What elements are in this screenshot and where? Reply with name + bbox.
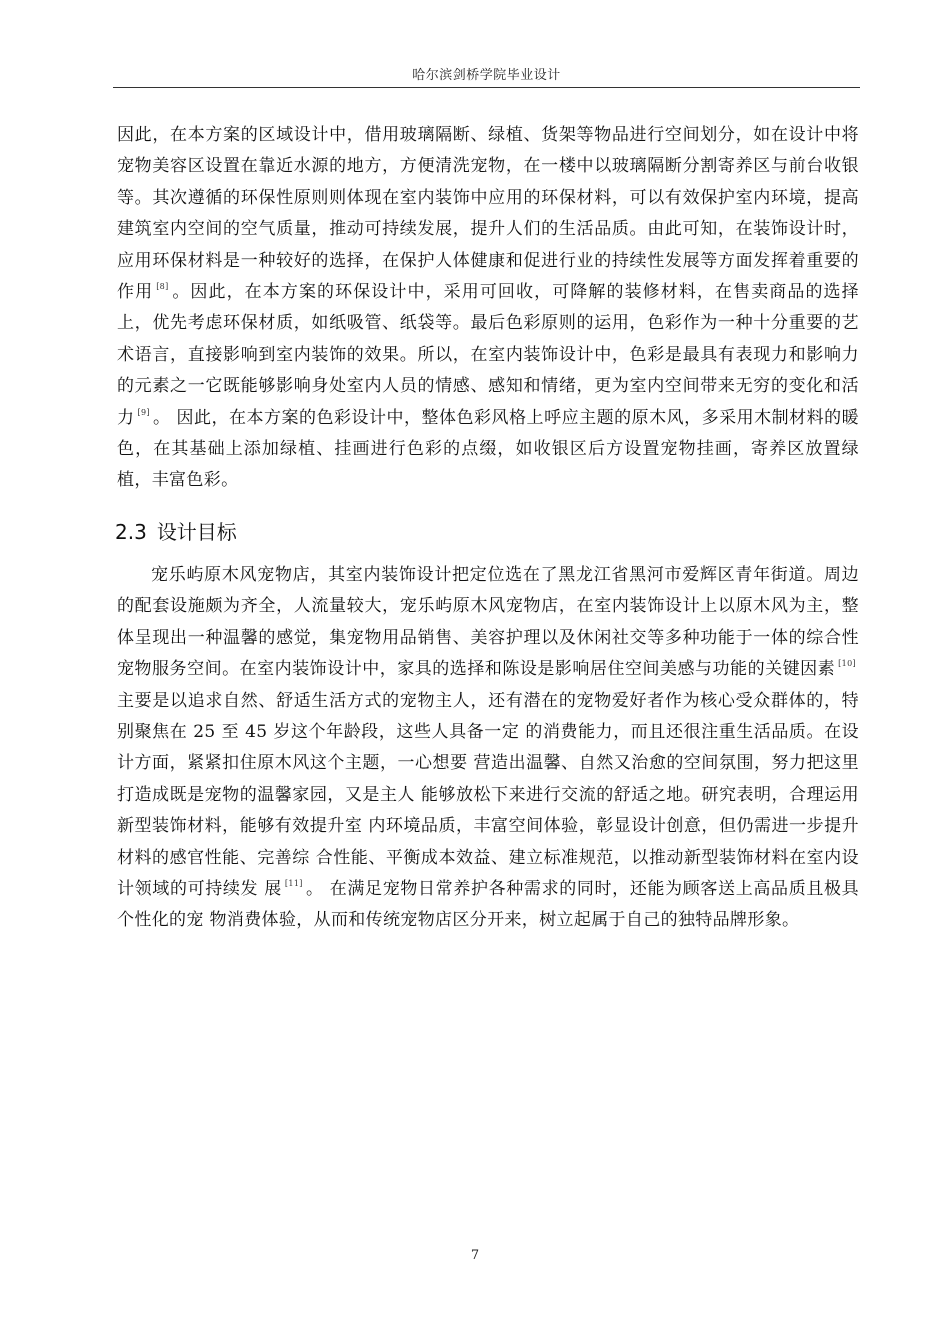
paragraph-1-text-a: 因此，在本方案的区域设计中，借用玻璃隔断、绿植、货架等物品进行空间划分，如在设计中将宠物美容区设置在靠近水源的地方，方便清洗宠物，在一楼中以玻璃隔断分割寄养区与前台收银等。其次遵循的环保性原则则体现在室内装饰中应用的环保材料，可以有效保护室内环境，提高建筑室内空间的空气质量，推动可持续发展，提升人们的生活品质。由此可知，在装饰设计时，应用环保材料是一种较好的选择，在保护人体健康和促进行业的持续性发展等方面发挥着重要的作用 <box>117 125 859 303</box>
page-number: 7 <box>470 1248 480 1263</box>
body-paragraph-2 <box>117 560 859 937</box>
citation-9: [9] <box>137 407 150 417</box>
section-title: 设计目标 <box>156 520 237 544</box>
paragraph-1-text-c: 。 因此，在本方案的色彩设计中，整体色彩风格上呼应主题的原木风，多采用木制材料的暖色，在其基础上添加绿植、挂画进行色彩的点缀，如收银区后方设置宠物挂画，寄养区放置绿植，丰富色彩。 <box>117 407 859 491</box>
header-divider <box>113 87 860 88</box>
section-number: 2.3 <box>115 520 147 544</box>
paragraph-2-text-b: 主要是以追求自然、舒适生活方式的宠物主人，还有潜在的宠物爱好者作为核心受众群体的，特别聚焦在 25 至 45 岁这个年龄段，这些人具备一定 的消费能力，而且还很注重生活品质。在设计方面，紧紧扣住原木风这个主题，一心想要 营造出温馨、自然又治愈的空间氛围，努力把这里打造成既是宠物的温馨家园，又是主人 能够放松下来进行交流的舒适之地。研究表明，合理运用新型装饰材料，能够有效提升室 内环境品质，丰富空间体验，彰显设计创意，但仍需进一步提升材料的感官性能、完善综 合性能、平衡成本效益、建立标准规范，以推动新型装饰材料在室内设计领域的可持续发 展 <box>117 690 859 900</box>
citation-8: [8] <box>156 282 169 292</box>
citation-11: [11] <box>284 879 303 889</box>
paragraph-1-text-b: 。因此，在本方案的环保设计中，采用可回收，可降解的装修材料，在售卖商品的选择上，优先考虑环保材质，如纸吸管、纸袋等。最后色彩原则的运用，色彩作为一种十分重要的艺术语言，直接影响到室内装饰的效果。所以，在室内装饰设计中，色彩是最具有表现力和影响力的元素之一它既能够影响身处室内人员的情感、感知和情绪，更为室内空间带来无穷的变化和活力 <box>117 282 859 428</box>
body-paragraph-1 <box>117 120 859 497</box>
paragraph-2-text-c: 。 在满足宠物日常养护各种需求的同时，还能为顾客送上高品质且极具个性化的宠 物消费体验，从而和传统宠物店区分开来，树立起属于自己的独特品牌形象。 <box>117 879 859 931</box>
section-heading <box>115 516 237 545</box>
page-header: 哈尔滨剑桥学院毕业设计 <box>412 68 561 83</box>
citation-10: [10] <box>838 659 856 669</box>
paragraph-2-text-a: 宠乐屿原木风宠物店，其室内装饰设计把定位选在了黑龙江省黑河市爱辉区青年街道。周边的配套设施颇为齐全，人流量较大，宠乐屿原木风宠物店，在室内装饰设计上以原木风为主，整体呈现出一种温馨的感觉，集宠物用品销售、美容护理以及休闲社交等多种功能于一体的综合性宠物服务空间。在室内装饰设计中，家具的选择和陈设是影响居住空间美感与功能的关键因素 <box>117 565 859 680</box>
